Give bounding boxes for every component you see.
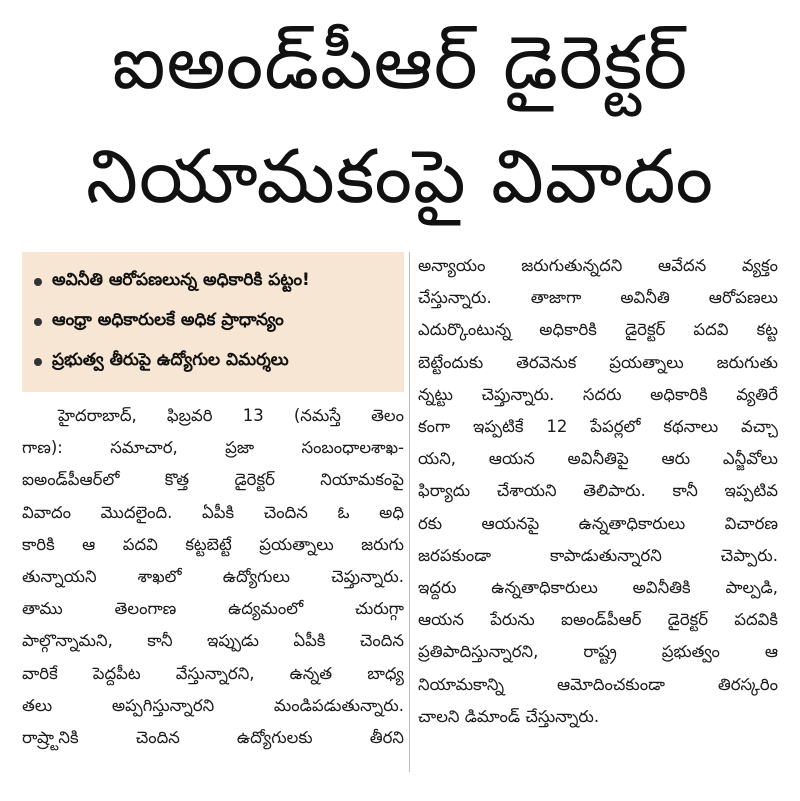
bullet-icon: [34, 278, 42, 286]
body-line: చాలని డిమాండ్‌ చేస్తున్నారు.: [418, 706, 600, 726]
body-line: రకు ఆయనపై ఉన్నతాధికారులు విచారణ: [418, 513, 778, 533]
body-line: న్నట్టు చెప్తున్నారు. సదరు అధికారికి వ్యతిరే: [418, 384, 778, 404]
highlights-box: [22, 252, 404, 392]
body-line: వివాదం మొదలైంది. ఏపీకి చెందిన ఓ అధి: [22, 502, 404, 522]
bullet-icon: [34, 318, 42, 326]
highlight-item: [34, 262, 396, 302]
highlight-text: ప్రభుత్వ తీరుపై ఉద్యోగుల విమర్శలు: [52, 350, 289, 370]
body-line: రాష్ర్టానికి చెందిన ఉద్యోగులకు తీరని: [22, 728, 404, 748]
body-line: వారికే పెద్దపీట వేస్తున్నారని, ఉన్నత బాధ్య: [22, 663, 404, 683]
body-line: చేస్తున్నారు. తాజాగా అవినీతి ఆరోపణలు: [418, 288, 778, 308]
body-line: బెట్టేందుకు తెరవెనుక ప్రయత్నాలు జరుగుతు: [418, 352, 778, 372]
article-left-column: [22, 400, 404, 754]
body-line: యని, ఆయన అవినీతిపై ఆరు ఎన్జీవోలు: [418, 449, 778, 469]
body-line: ఇద్దరు ఉన్నతాధికారులు అవినీతికి పాల్పడి,: [418, 578, 778, 598]
body-line: తలు అప్పగిస్తున్నారని మండిపడుతున్నారు.: [22, 695, 404, 715]
body-line: కారికి ఆ పదవి కట్టబెట్టే ప్రయత్నాలు జరుగు: [22, 534, 404, 554]
body-line: గాణ): సమాచార, ప్రజా సంబంధాలశాఖ-: [22, 438, 404, 458]
body-line: నియామకాన్ని ఆమోదించకుండా తిరస్కరిం: [418, 674, 778, 694]
headline-line-2: నియామకంపై వివాదం: [85, 134, 715, 220]
highlight-item: [34, 342, 396, 382]
body-line: తున్నాయని శాఖలో ఉద్యోగులు చెప్తున్నారు.: [22, 567, 404, 587]
body-line: ఫిర్యాదు చేశాయని తెలిపారు. కానీ ఇప్పటివ: [418, 481, 778, 501]
body-line: ఎదుర్కొంటున్న అధికారికి డైరెక్టర్‌ పదవి కట్ట: [418, 320, 778, 340]
highlight-text: అవినీతి ఆరోపణలున్న అధికారికి పట్టం!: [52, 270, 310, 290]
headline-line-1: ఐఅండ్‌పీఆర్‌ డైరెక్టర్‌: [111, 20, 689, 106]
body-line: కంగా ఇప్పటికే 12 పేపర్లలో కథనాలు వచ్చా: [418, 417, 778, 437]
highlight-item: [34, 302, 396, 342]
body-line: పాల్గొన్నామని, కానీ ఇప్పుడు ఏపీకి చెందిన: [22, 631, 404, 651]
body-line: ఆయన పేరును ఐఅండ్‌పీఆర్‌ డైరెక్టర్‌ పదవికి: [418, 610, 778, 630]
body-line: ఐఅండ్‌పీఆర్‌లో కొత్త డైరెక్టర్‌ నియామకంపై: [22, 470, 404, 490]
body-line: జరపకుండా కాపాడుతున్నారని చెప్పారు.: [418, 545, 778, 565]
body-line: ప్రతిపాదిస్తున్నారని, రాష్ట్ర ప్రభుత్వం ఆ: [418, 642, 778, 662]
column-divider: [409, 252, 410, 772]
body-line: హైదరాబాద్‌, ఫిబ్రవరి 13 (నమస్తే తెలం: [58, 406, 404, 425]
bullet-icon: [34, 358, 42, 366]
article-right-column: [418, 250, 778, 733]
body-line: అన్యాయం జరుగుతున్నదని ఆవేదన వ్యక్తం: [418, 256, 778, 275]
body-line: తాము తెలంగాణ ఉద్యమంలో చురుగ్గా: [22, 599, 404, 619]
highlight-text: ఆంధ్రా అధికారులకే అధిక ప్రాధాన్యం: [52, 310, 284, 330]
